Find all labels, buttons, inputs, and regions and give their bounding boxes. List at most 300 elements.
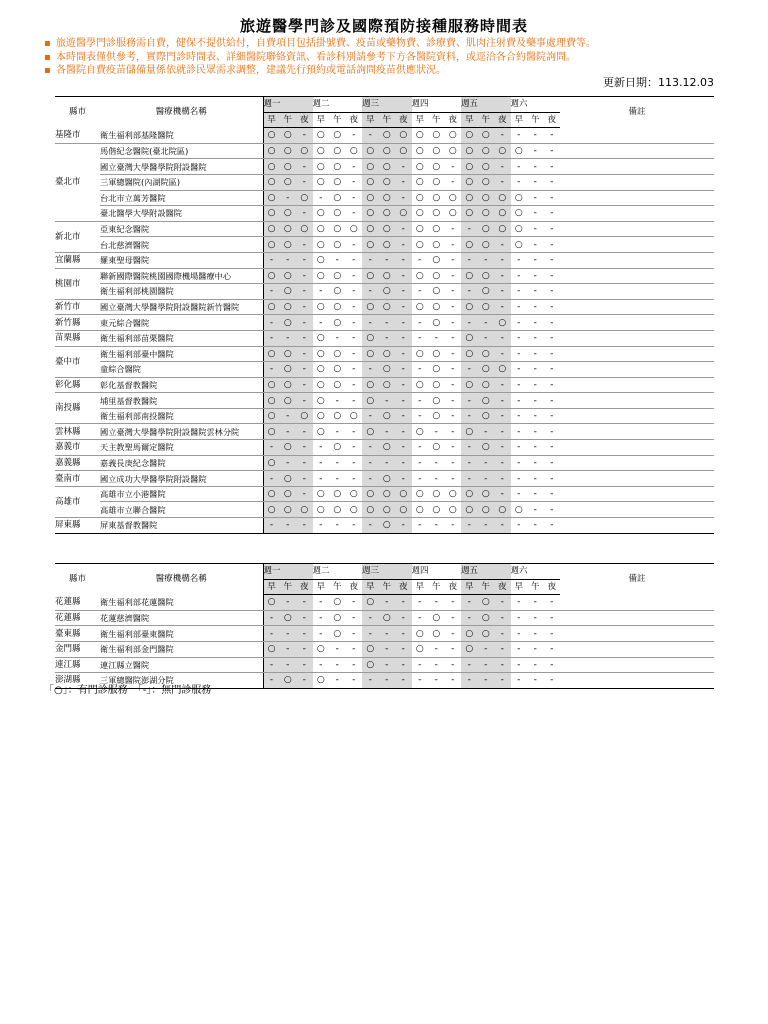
remark-cell (560, 641, 714, 657)
slot-cell: - (511, 626, 528, 642)
slot-cell: - (379, 330, 396, 346)
slot-cell: - (544, 128, 561, 144)
slot-cell: ○ (428, 440, 445, 456)
slot-cell: ○ (313, 206, 330, 222)
slot-cell: - (461, 673, 478, 689)
slot-cell: ○ (494, 315, 511, 331)
slot-cell: - (346, 518, 363, 534)
slot-cell: - (346, 299, 363, 315)
slot-cell: ○ (313, 159, 330, 175)
slot-cell: - (544, 190, 561, 206)
slot-cell: - (527, 268, 544, 284)
slot-cell: ○ (478, 128, 495, 144)
remark-cell (560, 393, 714, 409)
slot-cell: ○ (494, 502, 511, 518)
slot-cell: ○ (263, 221, 280, 237)
slot-cell: ○ (313, 128, 330, 144)
slot-cell: ○ (478, 362, 495, 378)
slot-cell: ○ (329, 610, 346, 626)
slot-cell: - (544, 393, 561, 409)
slot-cell: - (544, 377, 561, 393)
slot-cell: - (461, 315, 478, 331)
table-row (55, 206, 714, 222)
remark-cell (560, 284, 714, 300)
slot-header: 午 (379, 112, 396, 128)
slot-cell: ○ (313, 221, 330, 237)
county-cell: 嘉義縣 (55, 455, 100, 471)
slot-cell: ○ (280, 315, 297, 331)
hospital-name: 花蓮慈濟醫院 (100, 610, 263, 626)
slot-cell: - (527, 610, 544, 626)
slot-cell: - (461, 393, 478, 409)
slot-cell: ○ (313, 393, 330, 409)
slot-cell: - (346, 284, 363, 300)
slot-cell: ○ (461, 330, 478, 346)
slot-cell: ○ (379, 346, 396, 362)
slot-cell: - (395, 299, 412, 315)
slot-cell: ○ (428, 393, 445, 409)
slot-cell: ○ (313, 346, 330, 362)
slot-cell: - (494, 299, 511, 315)
slot-cell: ○ (329, 440, 346, 456)
slot-cell: - (395, 221, 412, 237)
slot-cell: - (461, 252, 478, 268)
slot-cell: - (511, 657, 528, 673)
slot-cell: - (395, 377, 412, 393)
slot-cell: ○ (280, 393, 297, 409)
slot-cell: - (395, 190, 412, 206)
slot-cell: - (329, 252, 346, 268)
slot-cell: ○ (445, 206, 462, 222)
slot-cell: ○ (412, 424, 429, 440)
slot-cell: - (346, 595, 363, 611)
slot-cell: - (527, 221, 544, 237)
slot-cell: - (346, 190, 363, 206)
slot-cell: ○ (478, 346, 495, 362)
slot-cell: - (329, 455, 346, 471)
slot-cell: ○ (313, 252, 330, 268)
slot-header: 夜 (395, 112, 412, 128)
slot-header: 早 (412, 579, 429, 595)
slot-cell: ○ (280, 143, 297, 159)
slot-cell: - (428, 673, 445, 689)
slot-cell: ○ (428, 502, 445, 518)
remark-cell (560, 315, 714, 331)
remark-cell (560, 143, 714, 159)
table-row (55, 641, 714, 657)
slot-cell: ○ (379, 284, 396, 300)
slot-cell: ○ (329, 595, 346, 611)
table-row (55, 159, 714, 175)
slot-cell: ○ (461, 128, 478, 144)
slot-cell: - (296, 206, 313, 222)
slot-cell: ○ (461, 299, 478, 315)
slot-cell: - (527, 299, 544, 315)
slot-cell: - (395, 595, 412, 611)
day-header: 週五 (461, 564, 511, 580)
slot-header: 午 (478, 112, 495, 128)
slot-cell: ○ (379, 486, 396, 502)
day-header: 週二 (313, 564, 363, 580)
county-cell: 南投縣 (55, 393, 100, 424)
slot-cell: - (313, 284, 330, 300)
note-text: 本時間表僅供參考，實際門診時間表、詳細醫院聯絡資訊、看診科別請參考下方各醫院資料，或逕洽各合約醫院詢問。 (56, 51, 576, 63)
county-cell: 苗栗縣 (55, 330, 100, 346)
slot-cell: ○ (494, 190, 511, 206)
slot-cell: - (362, 315, 379, 331)
slot-cell: - (544, 424, 561, 440)
slot-cell: ○ (428, 159, 445, 175)
slot-cell: - (428, 424, 445, 440)
slot-cell: - (362, 284, 379, 300)
slot-cell: - (296, 455, 313, 471)
slot-cell: - (329, 673, 346, 689)
slot-cell: ○ (428, 143, 445, 159)
slot-cell: ○ (412, 486, 429, 502)
slot-cell: - (296, 486, 313, 502)
slot-cell: - (461, 657, 478, 673)
slot-cell: - (313, 315, 330, 331)
slot-cell: ○ (412, 174, 429, 190)
slot-cell: - (395, 268, 412, 284)
slot-cell: - (544, 206, 561, 222)
slot-cell: - (445, 221, 462, 237)
hospital-name: 屏東基督教醫院 (100, 518, 263, 534)
slot-cell: - (445, 440, 462, 456)
slot-cell: - (445, 252, 462, 268)
slot-cell: - (494, 330, 511, 346)
slot-cell: - (527, 252, 544, 268)
slot-cell: - (296, 595, 313, 611)
hospital-header: 醫療機構名稱 (100, 97, 263, 128)
slot-cell: ○ (428, 206, 445, 222)
remark-cell (560, 190, 714, 206)
slot-cell: - (461, 440, 478, 456)
slot-header: 早 (511, 112, 528, 128)
slot-header: 夜 (346, 579, 363, 595)
hospital-name: 天主教聖馬爾定醫院 (100, 440, 263, 456)
slot-cell: ○ (379, 143, 396, 159)
slot-cell: - (346, 252, 363, 268)
slot-cell: - (494, 268, 511, 284)
slot-cell: - (511, 268, 528, 284)
remark-cell (560, 128, 714, 144)
slot-cell: - (445, 408, 462, 424)
slot-cell: ○ (362, 190, 379, 206)
hospital-name: 三軍總醫院澎湖分院 (100, 673, 263, 689)
remark-cell (560, 330, 714, 346)
slot-cell: ○ (263, 190, 280, 206)
slot-cell: - (445, 330, 462, 346)
slot-cell: - (296, 471, 313, 487)
slot-cell: ○ (346, 221, 363, 237)
slot-cell: - (544, 315, 561, 331)
slot-cell: - (527, 143, 544, 159)
slot-cell: - (544, 610, 561, 626)
slot-cell: ○ (263, 424, 280, 440)
slot-cell: - (379, 673, 396, 689)
slot-cell: ○ (478, 143, 495, 159)
slot-cell: ○ (329, 174, 346, 190)
slot-cell: - (445, 455, 462, 471)
hospital-name: 衛生福利部基隆醫院 (100, 128, 263, 144)
slot-cell: - (280, 518, 297, 534)
table-row (55, 315, 714, 331)
hospital-name: 彰化基督教醫院 (100, 377, 263, 393)
slot-cell: - (445, 641, 462, 657)
slot-cell: - (280, 595, 297, 611)
slot-header: 早 (461, 112, 478, 128)
slot-cell: ○ (329, 143, 346, 159)
slot-cell: ○ (511, 190, 528, 206)
slot-cell: - (494, 455, 511, 471)
slot-cell: - (329, 424, 346, 440)
remark-cell (560, 657, 714, 673)
slot-cell: - (296, 657, 313, 673)
slot-cell: - (494, 346, 511, 362)
slot-cell: - (544, 518, 561, 534)
slot-cell: ○ (379, 159, 396, 175)
slot-cell: - (511, 610, 528, 626)
slot-header: 早 (313, 579, 330, 595)
slot-cell: - (494, 159, 511, 175)
slot-cell: ○ (313, 268, 330, 284)
slot-cell: ○ (511, 206, 528, 222)
county-cell: 花蓮縣 (55, 610, 100, 626)
slot-cell: - (478, 641, 495, 657)
slot-cell: - (428, 518, 445, 534)
slot-header: 早 (263, 112, 280, 128)
table-row (55, 393, 714, 409)
slot-cell: ○ (428, 299, 445, 315)
slot-cell: - (527, 237, 544, 253)
slot-cell: - (313, 595, 330, 611)
slot-cell: ○ (313, 641, 330, 657)
slot-cell: - (379, 455, 396, 471)
slot-cell: - (395, 408, 412, 424)
slot-cell: ○ (511, 143, 528, 159)
slot-cell: ○ (362, 221, 379, 237)
notes-list (44, 37, 744, 78)
hospital-name: 衛生福利部苗栗醫院 (100, 330, 263, 346)
slot-cell: ○ (461, 174, 478, 190)
slot-header: 午 (329, 112, 346, 128)
slot-cell: ○ (428, 221, 445, 237)
slot-cell: - (313, 518, 330, 534)
slot-cell: - (313, 610, 330, 626)
slot-cell: ○ (412, 206, 429, 222)
slot-cell: - (544, 159, 561, 175)
slot-cell: - (395, 159, 412, 175)
slot-cell: - (527, 330, 544, 346)
slot-cell: - (362, 626, 379, 642)
slot-cell: - (280, 424, 297, 440)
slot-cell: - (296, 626, 313, 642)
slot-cell: - (346, 268, 363, 284)
slot-cell: ○ (362, 424, 379, 440)
slot-cell: - (544, 595, 561, 611)
slot-cell: - (478, 455, 495, 471)
slot-cell: - (395, 284, 412, 300)
county-header: 縣市 (55, 97, 100, 128)
slot-cell: - (511, 128, 528, 144)
slot-cell: ○ (461, 143, 478, 159)
slot-header: 午 (280, 112, 297, 128)
county-cell: 新北市 (55, 221, 100, 252)
slot-cell: ○ (412, 159, 429, 175)
table-row (55, 657, 714, 673)
slot-cell: - (445, 393, 462, 409)
slot-cell: ○ (313, 362, 330, 378)
slot-cell: - (412, 657, 429, 673)
slot-cell: - (412, 471, 429, 487)
slot-cell: ○ (329, 206, 346, 222)
county-cell: 臺東縣 (55, 626, 100, 642)
slot-cell: ○ (362, 299, 379, 315)
slot-cell: - (296, 252, 313, 268)
slot-cell: ○ (362, 159, 379, 175)
remark-cell (560, 221, 714, 237)
slot-cell: - (445, 610, 462, 626)
slot-cell: - (461, 471, 478, 487)
slot-cell: - (544, 252, 561, 268)
hospital-name: 羅東聖母醫院 (100, 252, 263, 268)
table-row (55, 252, 714, 268)
slot-cell: - (544, 284, 561, 300)
county-cell: 連江縣 (55, 657, 100, 673)
remark-cell (560, 626, 714, 642)
slot-cell: ○ (280, 268, 297, 284)
slot-cell: - (527, 641, 544, 657)
slot-cell: - (511, 377, 528, 393)
slot-header: 夜 (346, 112, 363, 128)
slot-cell: ○ (280, 174, 297, 190)
slot-cell: ○ (478, 440, 495, 456)
slot-cell: - (527, 174, 544, 190)
slot-cell: ○ (346, 143, 363, 159)
slot-cell: - (362, 362, 379, 378)
slot-cell: ○ (263, 486, 280, 502)
slot-cell: - (445, 518, 462, 534)
slot-cell: - (511, 330, 528, 346)
slot-cell: - (296, 673, 313, 689)
slot-cell: ○ (296, 502, 313, 518)
slot-cell: - (511, 673, 528, 689)
slot-header: 午 (527, 112, 544, 128)
slot-cell: - (329, 641, 346, 657)
slot-cell: - (527, 393, 544, 409)
slot-cell: ○ (362, 346, 379, 362)
hospital-name: 童綜合醫院 (100, 362, 263, 378)
slot-cell: - (280, 408, 297, 424)
slot-cell: - (461, 221, 478, 237)
slot-cell: ○ (280, 471, 297, 487)
slot-cell: - (395, 455, 412, 471)
county-header: 縣市 (55, 564, 100, 595)
remark-cell (560, 518, 714, 534)
slot-cell: - (445, 595, 462, 611)
slot-cell: - (412, 284, 429, 300)
slot-cell: - (346, 159, 363, 175)
slot-cell: ○ (329, 315, 346, 331)
remark-cell (560, 346, 714, 362)
slot-cell: - (494, 393, 511, 409)
table-row (55, 502, 714, 518)
slot-cell: - (362, 610, 379, 626)
slot-cell: ○ (428, 284, 445, 300)
slot-cell: ○ (478, 408, 495, 424)
slot-cell: - (296, 174, 313, 190)
remark-header: 備註 (560, 97, 714, 128)
slot-cell: ○ (263, 206, 280, 222)
hospital-name: 國立臺灣大學醫學院附設醫院新竹醫院 (100, 299, 263, 315)
slot-cell: ○ (280, 362, 297, 378)
slot-cell: - (494, 486, 511, 502)
county-cell: 臺南市 (55, 471, 100, 487)
slot-cell: - (478, 424, 495, 440)
slot-header: 夜 (445, 579, 462, 595)
slot-cell: - (511, 471, 528, 487)
slot-cell: - (494, 128, 511, 144)
slot-cell: - (461, 518, 478, 534)
slot-cell: - (395, 518, 412, 534)
table-row (55, 143, 714, 159)
slot-cell: - (494, 610, 511, 626)
hospital-name: 聯新國際醫院桃園國際機場醫療中心 (100, 268, 263, 284)
slot-cell: ○ (379, 377, 396, 393)
remark-cell (560, 440, 714, 456)
slot-cell: ○ (511, 221, 528, 237)
slot-cell: - (494, 252, 511, 268)
slot-cell: - (511, 424, 528, 440)
slot-cell: - (346, 377, 363, 393)
slot-cell: - (511, 518, 528, 534)
slot-cell: - (544, 626, 561, 642)
slot-cell: - (362, 252, 379, 268)
slot-cell: ○ (263, 595, 280, 611)
slot-cell: - (527, 424, 544, 440)
slot-cell: - (362, 471, 379, 487)
slot-header: 午 (428, 112, 445, 128)
hospital-name: 東元綜合醫院 (100, 315, 263, 331)
slot-cell: ○ (329, 237, 346, 253)
slot-cell: ○ (263, 393, 280, 409)
county-cell: 宜蘭縣 (55, 252, 100, 268)
slot-cell: ○ (379, 174, 396, 190)
remark-cell (560, 268, 714, 284)
slot-cell: - (527, 206, 544, 222)
slot-cell: ○ (428, 252, 445, 268)
slot-cell: - (428, 330, 445, 346)
slot-cell: - (445, 657, 462, 673)
slot-cell: - (544, 673, 561, 689)
slot-cell: - (313, 626, 330, 642)
slot-cell: - (461, 408, 478, 424)
slot-cell: - (544, 174, 561, 190)
slot-cell: - (379, 424, 396, 440)
table-row (55, 174, 714, 190)
slot-cell: - (280, 641, 297, 657)
slot-cell: - (395, 237, 412, 253)
slot-cell: ○ (329, 299, 346, 315)
county-cell: 彰化縣 (55, 377, 100, 393)
slot-cell: - (296, 330, 313, 346)
table-row (55, 377, 714, 393)
remark-cell (560, 424, 714, 440)
slot-cell: ○ (478, 486, 495, 502)
slot-cell: - (412, 362, 429, 378)
hospital-name: 臺北醫學大學附設醫院 (100, 206, 263, 222)
